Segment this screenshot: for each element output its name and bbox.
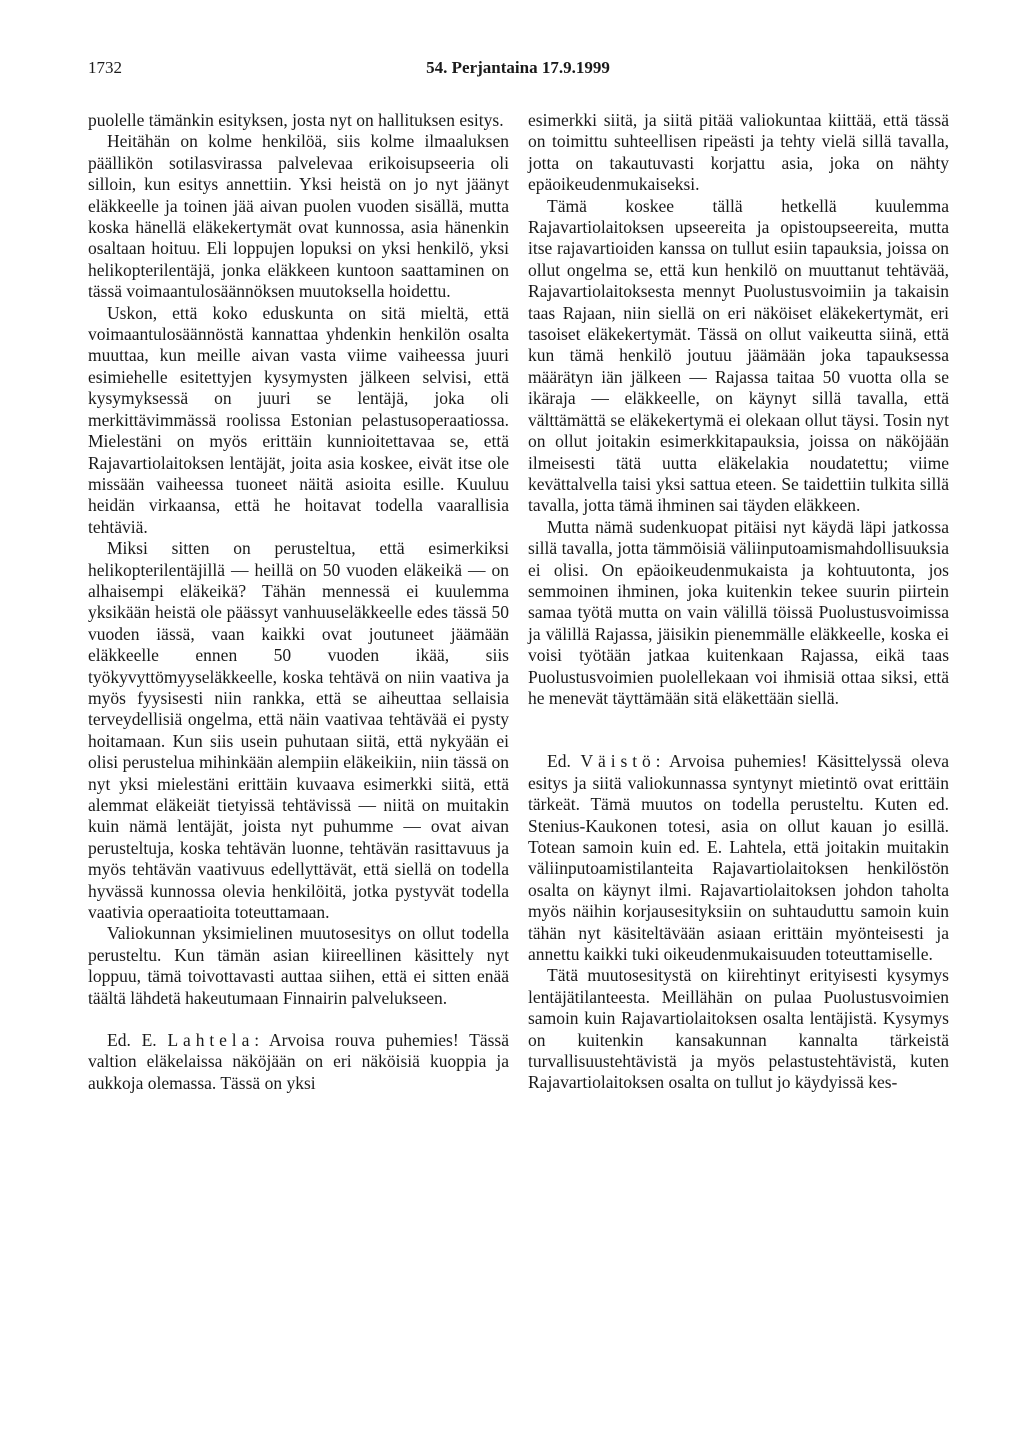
left-column <box>88 110 509 1094</box>
speech-text: : Arvoisa puhemies! Käsittelyssä oleva esitys ja siitä valiokunnassa syntynyt mietintö ovat erittäin tärkeät. Tämä muutos on todella perusteltu. Kuten ed. Stenius-Kaukonen totesi, asia on ollut kauan jo esillä. Totean samoin kuin ed. E. Lahtela, että joitakin muitakin väliinputoamistilanteita Rajavartiolaitoksen henkilöstön osalta on käynyt ilmi. Rajavartiolaitoksen johdon taholta myös näihin korjausesityksiin on suhtauduttu samoin kuin tähän nyt käsiteltävään asiaan erittäin myönteisesti ja annettu kaikki tuki oikeudenmukaisuuden toteuttamiselle. <box>528 751 949 965</box>
speaker-prefix: Ed. <box>547 751 571 772</box>
speaker-name: Lahtela <box>167 1030 255 1051</box>
paragraph: Mutta nämä sudenkuopat pitäisi nyt käydä läpi jatkossa sillä tavalla, jotta tämmöisiä väliinputoamismahdollisuuksia ei olisi. On epäoikeudenmukaista ja kohtuutonta, jos semmoinen ihminen, joka kuitenkin tekee suurin piirtein samaa työtä mutta on vain välillä töissä Puolustusvoimissa ja välillä Rajassa, jäisikin pienemmälle eläkkeelle, koska ei voisi työtään jatkaa kuitenkaan Rajassa, eikä taas Puolustusvoimien puolellekaan voi ihmisiä ottaa siksi, että he menevät täyttämään sitä eläkettään siellä. <box>528 516 949 708</box>
paragraph: Heitähän on kolme henkilöä, siis kolme ilmaaluksen päällikön sotilasvirassa palvelevaa erikoisupseeria oli silloin, kun esitys annettiin. Yksi heistä on jo nyt jäänyt eläkkeelle ja toinen jää aivan puolen vuoden sisällä, mutta koska hänellä eläkekertymät ovat kunnossa, asia hänenkin osaltaan hoituu. Eli loppujen lopuksi on yksi henkilö, yksi helikopterilentäjä, jonka eläkkeen kuntoon saattaminen on tässä voimaantulosäännöksen muutoksella hoidettu. <box>88 131 509 302</box>
paragraph: Valiokunnan yksimielinen muutosesitys on ollut todella perusteltu. Kun tämän asian kiireellinen käsittely nyt loppuu, tämä toivottavasti auttaa siihen, että ei sitten enää täältä lähdetä hakeutumaan Finnairin palvelukseen. <box>88 923 509 1008</box>
page-header <box>88 58 948 82</box>
speech-paragraph <box>88 1030 509 1094</box>
paragraph: esimerkki siitä, ja siitä pitää valiokuntaa kiittää, että tässä on toimittu suhteellisen ripeästi ja tehty vielä sillä tavalla, jotta on takautuvasti korjattu asia, joka on nähty epäoikeudenmukaiseksi. <box>528 110 949 195</box>
paragraph: Tämä koskee tällä hetkellä kuulemma Rajavartiolaitoksen upseereita ja opistoupseereita, mutta itse rajavartioiden kanssa on tullut esiin tapauksia, joissa on ollut ongelma se, että kun henkilö on muuttanut tehtävää, Rajavartiolaitoksesta mennyt Puolustusvoimiin ja takaisin taas Rajaan, niin siellä on eri näköiset eläkekertymät, eri tasoiset eläkekertymät. Tässä on ollut vaikeutta siinä, että kun tämä henkilö joutuu jäämään joka tapauksessa määrätyn iän jälkeen — Rajassa taitaa 50 vuotta olla se ikäraja — eläkkeelle, on käynyt sillä tavalla, että välttämättä se eläkekertymä ei olekaan ollut täysi. Tosin nyt on ollut joitakin esimerkkitapauksia, joissa on näköjään ilmeisesti tätä uutta eläkelakia noudatettu; viime kevättalvella taisi yksi sattua eteen. Se taidettiin tulkita sillä tavalla, jotta tämä ihminen sai täyden eläkkeen. <box>528 195 949 516</box>
page-number: 1732 <box>88 58 122 77</box>
paragraph: Tätä muutosesitystä on kiirehtinyt erityisesti kysymys lentäjätilanteesta. Meillähän on pulaa Puolustusvoimien samoin kuin Rajavartiolaitoksen osalta lentäjistä. Kysymys on kuitenkin kansakunnan kannalta tärkeistä turvallisuustehtävistä ja myös pelastustehtävistä, kuten Rajavartiolaitoksen osalta on tullut jo käydyissä kes- <box>528 965 949 1093</box>
speaker-prefix: Ed. E. <box>107 1030 157 1051</box>
speech-text: : Arvoisa rouva puhemies! Tässä valtion eläkelaissa näköjään on eri näköisiä kuoppia ja aukkoja olemassa. Tässä on yksi <box>88 1030 509 1093</box>
speech-paragraph <box>528 751 949 965</box>
running-head: 54. Perjantaina 17.9.1999 <box>426 58 610 77</box>
right-column <box>528 110 949 1094</box>
paragraph: Uskon, että koko eduskunta on sitä mieltä, että voimaantulosäännöstä kannattaa yhdenkin henkilön osalta muuttaa, kun meille aivan vasta viime vaiheessa juuri esimiehelle esitettyjen kysymysten jälkeen selvisi, että kysymyksessä on juuri se lentäjä, joka oli merkittävimmässä roolissa Estonian pelastusoperaatiossa. Mielestäni on myös erittäin kunnioitettavaa se, että Rajavartiolaitoksen lentäjät, joita asia koskee, eivät itse ole missään vaiheessa tuoneet näitä asioita esille. Kuuluu heidän virkaansa, että he hoitavat todella vaarallisia tehtäviä. <box>88 302 509 537</box>
speaker-name: Väistö <box>580 751 656 772</box>
paragraph: Miksi sitten on perusteltua, että esimerkiksi helikopterilentäjillä — heillä on 50 vuoden eläkeikä — on alhaisempi eläkeikä? Tähän mennessä ei kuulemma yksikään heistä ole päässyt vanhuuseläkkeelle edes tässä 50 vuoden iässä, vaan kaikki ovat joutuneet jäämään eläkkeelle ennen 50 vuoden ikää, siis työkyvyttömyyseläkkeelle, koska tehtävä on niin vaativa ja myös fyysisesti niin rankka, että se aiheuttaa sellaisia terveydellisiä ongelma, että näin vaativaa tehtävää ei pysty hoitamaan. Kun siis usein puhutaan siitä, että nykyään ei olisi perustelua mihinkään alempiin eläkeikiin, niin tässä on nyt yksi mielestäni erittäin kuvaava esimerkki siitä, että alemmat eläkeiät tietyissä tehtävissä — niitä on muitakin kuin nämä lentäjät, joista nyt puhumme — ovat aivan perusteltuja, koska tehtävän luonne, tehtävän rasittavuus ja myös tehtävän vaativuus edellyttävät, että siellä on todella hyvässä kunnossa olevia henkilöitä, jotka pystyvät todella vaativia operaatioita toteuttamaan. <box>88 538 509 923</box>
paragraph: puolelle tämänkin esityksen, josta nyt on hallituksen esitys. <box>88 110 504 130</box>
